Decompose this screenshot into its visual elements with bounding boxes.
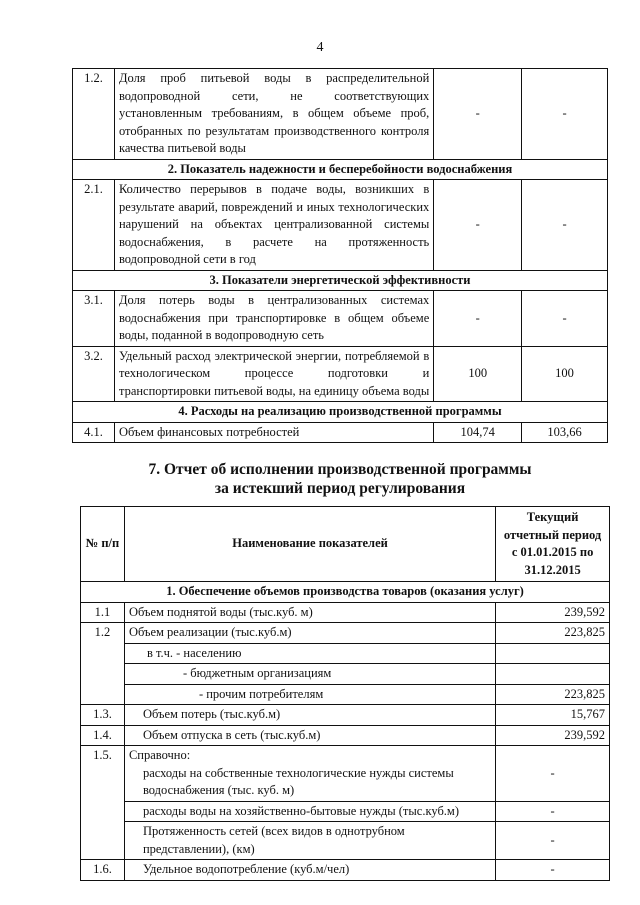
table-row [73,422,608,443]
row-number: 1.6. [81,860,125,881]
section-row [73,159,608,180]
indicator-value: - [496,801,610,822]
indicator-value: - [496,860,610,881]
indicator-name: расходы воды на хозяйственно-бытовые нужды (тыс.куб.м) [124,801,495,822]
indicator-value: - [496,746,610,802]
section-heading [80,460,600,498]
indicator-name: - прочим потребителям [124,684,495,705]
section-row [73,402,608,423]
page-number: 4 [316,40,324,55]
indicator-value: 223,825 [496,623,610,644]
indicator-name: Объем финансовых потребностей [114,422,433,443]
section-title: 3. Показатели энергетической эффективности [73,270,608,291]
header-number: № п/п [81,507,125,582]
indicator-name: Количество перерывов в подаче воды, возникших в результате аварий, повреждений и иных технологических нарушений на объектах централизованной системы водоснабжения, в расчете на протяженность водопроводной сети в год [114,180,433,271]
row-number: 1.5. [81,746,125,860]
section-heading-line1: 7. Отчет об исполнении производственной программы [148,461,532,478]
section-title: 1. Обеспечение объемов производства товаров (оказания услуг) [81,582,610,603]
table-row [81,684,610,705]
indicator-value: - [434,69,522,160]
indicator-name: Доля проб питьевой воды в распределительной водопроводной сети, не соответствующих установленным требованиям, в общем объеме проб, отобранных по результатам производственного контроля качества питьевой воды [114,69,433,160]
indicator-value: 223,825 [496,684,610,705]
report-table [80,506,610,881]
row-number: 3.2. [73,346,115,402]
header-name: Наименование показателей [124,507,495,582]
indicator-value: - [434,180,522,271]
indicator-value: 103,66 [522,422,608,443]
indicator-name [124,746,495,802]
section-title: 4. Расходы на реализацию производственной программы [73,402,608,423]
indicator-name: Доля потерь воды в централизованных системах водоснабжения при транспортировке в общем объеме воды, поданной в водопроводную сеть [114,291,433,347]
indicator-value: 100 [434,346,522,402]
indicator-name: - бюджетным организациям [124,664,495,685]
indicator-name: Протяженность сетей (всех видов в однотрубном представлении), (км) [124,822,495,860]
table-row [73,346,608,402]
reference-item: расходы на собственные технологические нужды системы водоснабжения (тыс. куб. м) [142,765,454,797]
table-row [73,69,608,160]
indicator-value: - [522,291,608,347]
indicator-name: Объем поднятой воды (тыс.куб. м) [124,602,495,623]
indicator-value [496,664,610,685]
table-row [81,643,610,664]
table-row [81,860,610,881]
indicator-name: Удельное водопотребление (куб.м/чел) [124,860,495,881]
indicators-table [72,68,608,443]
table-row [81,705,610,726]
reference-label: Справочно: [128,748,191,762]
indicator-name: Объем реализации (тыс.куб.м) [124,623,495,644]
indicator-value: 239,592 [496,725,610,746]
table-row [81,664,610,685]
indicator-value: 100 [522,346,608,402]
header-period: Текущий отчетный период с 01.01.2015 по 31.12.2015 [496,507,610,582]
table-row [81,822,610,860]
table-row [81,602,610,623]
section-title: 2. Показатель надежности и бесперебойности водоснабжения [73,159,608,180]
indicator-name: в т.ч. - населению [124,643,495,664]
row-number: 1.3. [81,705,125,726]
indicator-value: 15,767 [496,705,610,726]
indicator-value: - [496,822,610,860]
table-row [73,291,608,347]
row-number: 1.2. [73,69,115,160]
row-number: 3.1. [73,291,115,347]
indicator-value: 239,592 [496,602,610,623]
section-heading-line2: за истекший период регулирования [214,480,466,497]
section-row [81,582,610,603]
table-row [81,725,610,746]
table-row [81,623,610,644]
indicator-value: - [522,180,608,271]
row-number: 1.4. [81,725,125,746]
row-number: 4.1. [73,422,115,443]
indicator-value [496,643,610,664]
row-number: 1.2 [81,623,125,705]
table-row [81,746,610,802]
table-row [73,180,608,271]
indicator-name: Объем отпуска в сеть (тыс.куб.м) [124,725,495,746]
indicator-value: - [434,291,522,347]
indicator-value: 104,74 [434,422,522,443]
row-number: 2.1. [73,180,115,271]
indicator-name: Объем потерь (тыс.куб.м) [124,705,495,726]
row-number: 1.1 [81,602,125,623]
table-row [81,801,610,822]
indicator-value: - [522,69,608,160]
header-row [81,507,610,582]
section-row [73,270,608,291]
indicator-name: Удельный расход электрической энергии, потребляемой в технологическом процессе подготовки и транспортировки питьевой воды, на единицу объема воды [114,346,433,402]
